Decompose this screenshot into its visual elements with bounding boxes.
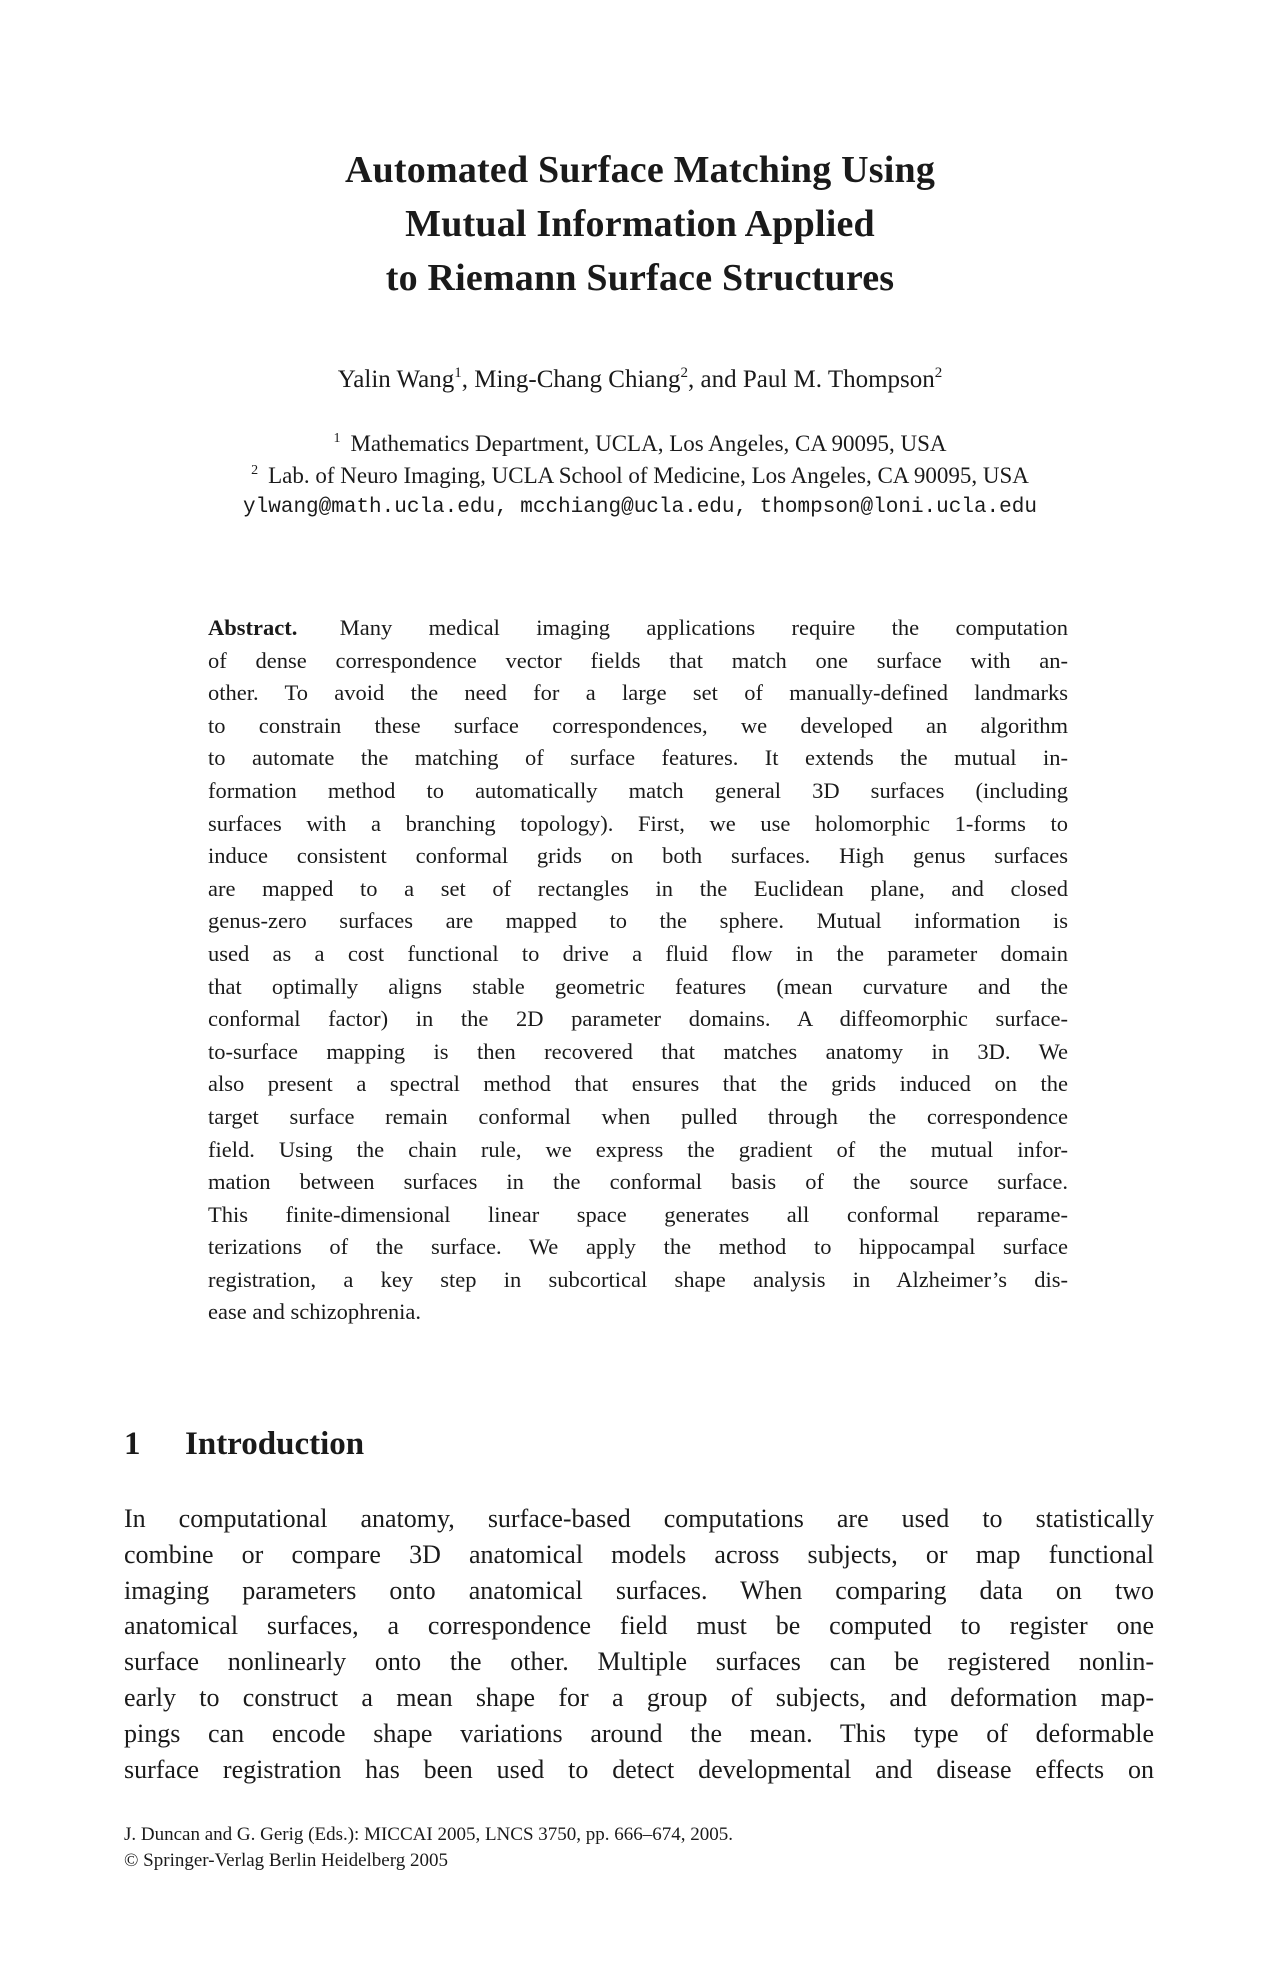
body-line: combine or compare 3D anatomical models across subjects, or map functional xyxy=(124,1539,1154,1569)
body-line: surface registration has been used to detect developmental and disease effects on xyxy=(124,1754,1154,1784)
section-number: 1 xyxy=(124,1426,141,1462)
author-separator: , xyxy=(461,366,475,393)
affiliation xyxy=(0,428,1280,460)
body-line: pings can encode shape variations around the mean. This type of deformable xyxy=(124,1718,1154,1748)
abstract-line: to automate the matching of surface features. It extends the mutual in- xyxy=(208,745,1068,771)
paper-title xyxy=(0,143,1280,305)
abstract-line: of dense correspondence vector fields that match one surface with an- xyxy=(208,647,1068,673)
section-title: Introduction xyxy=(185,1426,365,1462)
abstract-line: that optimally aligns stable geometric features (mean curvature and the xyxy=(208,973,1068,999)
affiliation-mark: 1 xyxy=(454,365,462,381)
abstract-line: to-surface mapping is then recovered that matches anatomy in 3D. We xyxy=(208,1038,1068,1064)
author-separator: , and xyxy=(688,366,743,393)
affiliation-mark: 1 xyxy=(333,431,341,446)
abstract-line: registration, a key step in subcortical shape analysis in Alzheimer’s dis- xyxy=(208,1266,1068,1292)
body-line: early to construct a mean shape for a group of subjects, and deformation map- xyxy=(124,1682,1154,1712)
abstract-line: mation between surfaces in the conformal basis of the source surface. xyxy=(208,1169,1068,1195)
abstract-line: field. Using the chain rule, we express the gradient of the mutual infor- xyxy=(208,1136,1068,1162)
affiliation-text: Lab. of Neuro Imaging, UCLA School of Medicine, Los Angeles, CA 90095, USA xyxy=(268,463,1029,488)
author-name: Yalin Wang xyxy=(337,366,455,393)
affiliation xyxy=(0,460,1280,492)
abstract-line: target surface remain conformal when pulled through the correspondence xyxy=(208,1103,1068,1129)
body-line: surface nonlinearly onto the other. Multiple surfaces can be registered nonlin- xyxy=(124,1647,1154,1677)
title-line: Mutual Information Applied xyxy=(405,203,875,245)
abstract-line: genus-zero surfaces are mapped to the sphere. Mutual information is xyxy=(208,908,1068,934)
abstract-line: conformal factor) in the 2D parameter domains. A diffeomorphic surface- xyxy=(208,1006,1068,1032)
title-line: to Riemann Surface Structures xyxy=(385,257,895,299)
abstract-line: other. To avoid the need for a large set of manually-defined landmarks xyxy=(208,680,1068,706)
abstract-line: used as a cost functional to drive a fluid flow in the parameter domain xyxy=(208,940,1068,966)
affiliation-mark: 2 xyxy=(251,463,259,478)
author-name: Paul M. Thompson xyxy=(742,366,935,393)
section-body xyxy=(124,1501,1154,1787)
author-emails: ylwang@math.ucla.edu, mcchiang@ucla.edu, thompson@loni.ucla.edu xyxy=(243,496,1037,519)
abstract-label: Abstract. xyxy=(208,615,298,640)
citation-line: J. Duncan and G. Gerig (Eds.): MICCAI 2005, LNCS 3750, pp. 666–674, 2005. xyxy=(124,1824,734,1845)
body-line: In computational anatomy, surface-based computations are used to statistically xyxy=(124,1504,1154,1533)
affiliation-mark: 2 xyxy=(680,365,688,381)
body-line: anatomical surfaces, a correspondence field must be computed to register one xyxy=(124,1611,1154,1641)
abstract-line: to constrain these surface correspondences, we developed an algorithm xyxy=(208,712,1068,738)
abstract-line: formation method to automatically match general 3D surfaces (including xyxy=(208,777,1068,803)
affiliation-mark: 2 xyxy=(934,365,943,381)
abstract-line: ease and schizophrenia. xyxy=(208,1299,422,1325)
abstract-line: terizations of the surface. We apply the method to hippocampal surface xyxy=(208,1234,1068,1260)
abstract-line: This finite-dimensional linear space generates all conformal reparame- xyxy=(208,1201,1068,1227)
affiliations xyxy=(0,428,1280,524)
abstract xyxy=(208,612,1068,1329)
title-line: Automated Surface Matching Using xyxy=(344,149,936,191)
abstract-line: also present a spectral method that ensures that the grids induced on the xyxy=(208,1071,1068,1097)
body-line: imaging parameters onto anatomical surfaces. When comparing data on two xyxy=(124,1575,1154,1605)
page-footer xyxy=(124,1822,733,1874)
abstract-line: Abstract. Many medical imaging applications require the computation xyxy=(208,615,1069,640)
copyright-line: © Springer-Verlag Berlin Heidelberg 2005 xyxy=(124,1850,448,1871)
affiliation-text: Mathematics Department, UCLA, Los Angeles, CA 90095, USA xyxy=(350,431,947,456)
section-heading xyxy=(124,1424,364,1464)
abstract-line: surfaces with a branching topology). First, we use holomorphic 1-forms to xyxy=(208,810,1068,836)
abstract-line: induce consistent conformal grids on both surfaces. High genus surfaces xyxy=(208,843,1068,869)
author-list xyxy=(0,364,1280,396)
author-name: Ming-Chang Chiang xyxy=(474,366,681,393)
abstract-line: are mapped to a set of rectangles in the Euclidean plane, and closed xyxy=(208,875,1068,901)
